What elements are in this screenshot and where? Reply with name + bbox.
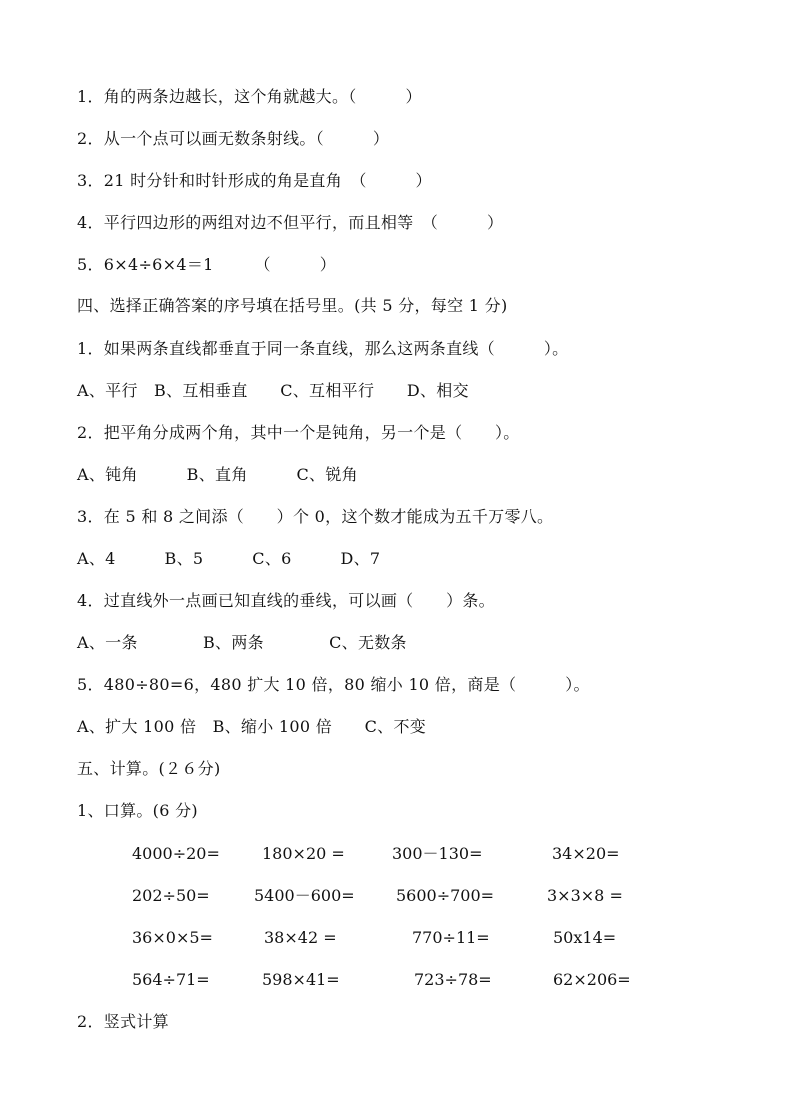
judgement-item-3: 3．21 时分针和时针形成的角是直角 （ ） bbox=[77, 171, 432, 190]
oral-calc-item: 300－130= bbox=[392, 844, 483, 863]
section4-options-2: A、钝角 B、直角 C、锐角 bbox=[77, 465, 358, 484]
oral-calc-item: 202÷50= bbox=[132, 886, 210, 905]
oral-calc-item: 723÷78= bbox=[414, 970, 492, 989]
oral-calc-item: 34×20= bbox=[552, 844, 620, 863]
section4-question-2: 2．把平角分成两个角，其中一个是钝角，另一个是（ ）。 bbox=[77, 423, 520, 442]
section4-question-4: 4．过直线外一点画已知直线的垂线，可以画（ ）条。 bbox=[77, 591, 495, 610]
section4-question-3: 3．在 5 和 8 之间添（ ）个 0，这个数才能成为五千万零八。 bbox=[77, 507, 554, 526]
oral-calc-item: 62×206= bbox=[553, 970, 631, 989]
section4-heading: 四、选择正确答案的序号填在括号里。(共 5 分，每空 1 分) bbox=[77, 296, 508, 315]
oral-calc-item: 38×42 = bbox=[264, 928, 337, 947]
section4-options-3: A、4 B、5 C、6 D、7 bbox=[77, 549, 381, 568]
vertical-calc-title: 2．竖式计算 bbox=[77, 1012, 169, 1031]
oral-calc-item: 3×3×8 = bbox=[547, 886, 623, 905]
oral-calc-item: 36×0×5= bbox=[132, 928, 213, 947]
section4-options-5: A、扩大 100 倍 B、缩小 100 倍 C、不变 bbox=[77, 717, 427, 736]
section4-question-5: 5．480÷80=6，480 扩大 10 倍，80 缩小 10 倍，商是（ ）。 bbox=[77, 675, 590, 694]
judgement-item-2: 2．从一个点可以画无数条射线。（ ） bbox=[77, 129, 390, 148]
oral-calc-item: 564÷71= bbox=[132, 970, 210, 989]
oral-calc-item: 598×41= bbox=[262, 970, 340, 989]
section4-options-4: A、一条 B、两条 C、无数条 bbox=[77, 633, 407, 652]
oral-calc-item: 5400－600= bbox=[254, 886, 355, 905]
judgement-item-4: 4．平行四边形的两组对边不但平行，而且相等 （ ） bbox=[77, 213, 504, 232]
oral-calc-item: 5600÷700= bbox=[396, 886, 495, 905]
oral-calc-item: 4000÷20= bbox=[132, 844, 220, 863]
judgement-item-1: 1．角的两条边越长，这个角就越大。（ ） bbox=[77, 87, 422, 106]
oral-calc-title: 1、口算。(6 分) bbox=[77, 801, 198, 820]
oral-calc-item: 180×20 = bbox=[262, 844, 345, 863]
section4-question-1: 1．如果两条直线都垂直于同一条直线，那么这两条直线（ ）。 bbox=[77, 339, 569, 358]
oral-calc-item: 50x14= bbox=[553, 928, 617, 947]
section5-heading: 五、计算。(２６分) bbox=[77, 759, 221, 778]
section4-options-1: A、平行 B、互相垂直 C、互相平行 D、相交 bbox=[77, 381, 469, 400]
judgement-item-5: 5．6×4÷6×4＝1 （ ） bbox=[77, 255, 336, 274]
oral-calc-item: 770÷11= bbox=[412, 928, 490, 947]
